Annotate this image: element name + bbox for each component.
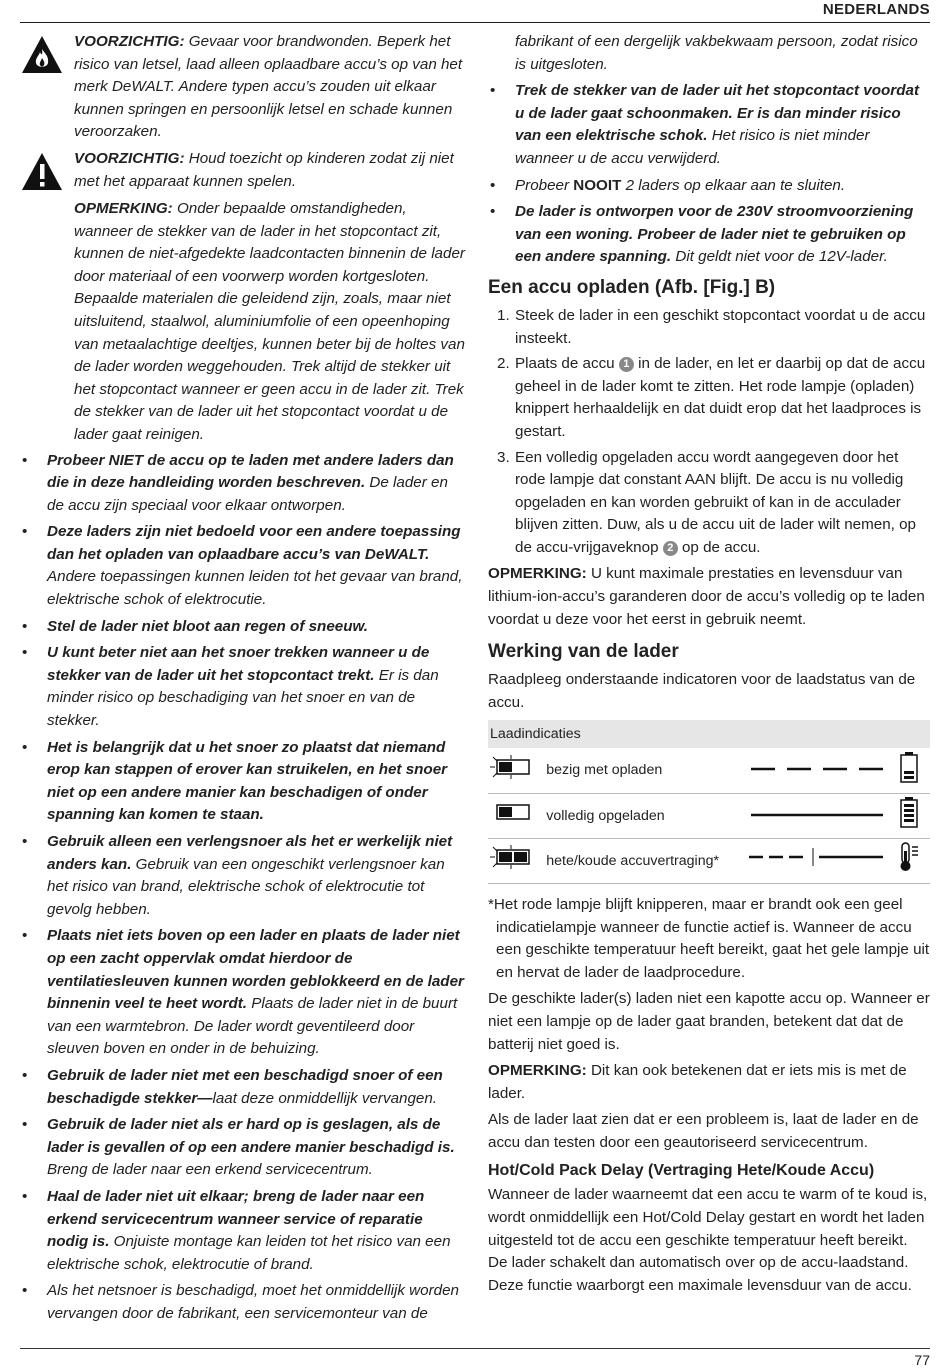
bullet-bold: U kunt beter niet aan het snoer trekken wanneer u de stekker van de lader uit het stopcontact trekt. [47,644,430,684]
bullet-bold: Het is belangrijk dat u het snoer zo plaatst dat niemand erop kan stappen of erover kan struikelen, en het snoer niet op een andere manier kan beschadigen of onder spanning kan komen te staan. [47,738,448,824]
charging-light-icon [489,752,533,782]
service-text: Als de lader laat zien dat er een probleem is, laat de lader en de accu dan testen door een geautoriseerd servicecentrum. [488,1111,919,1151]
footer-rule [20,1348,930,1349]
delay-light-icon [489,842,533,872]
list-item [20,925,465,1061]
note-label: OPMERKING: [74,199,173,217]
short-circuit-note [74,198,465,447]
lithium-note [488,563,930,631]
charge-indicator-table [488,720,930,884]
note-body: Onder bepaalde omstandigheden, wanneer de stekker van de lader in het stopcontact zit, kunnen de niet-afgedekte laadcontacten binnenin de lader door materiaal of een voorwerp worden kortgesloten. Bepaalde materialen die geleidend zijn, zoals, maar niet uitsluitend, staalwol, aluminiumfolie of een opeenhoping van metaalachtige deeltjes, kunnen beter bij de holtes van de lader worden weggehouden. Trek altijd de stekker uit het stopcontact wanneer er geen accu in de lader zit. Trek de stekker van de lader uit het stopcontact voordat u de lader gaat reinigen. [74,199,465,443]
step-number: 1. [497,306,510,324]
bullet-text: Dit geldt niet voor de 12V-lader. [671,248,888,266]
bullet-bold: De lader is ontworpen voor de 230V stroomvoorziening van een woning. Probeer de lader niet te gebruiken op een andere spanning. [515,203,914,266]
bullet-bold: Plaats niet iets boven op een lader en plaats de lader niet op een zacht oppervlak omdat hierdoor de ventilatiesleuven kunnen worden geblokkeerd en de lader binnenin veel te heet wordt. [47,927,464,1013]
table-row [488,748,930,793]
step-text: Steek de lader in een geschikt stopcontact voordat u de accu insteekt. [515,306,926,347]
callout-badge: 1 [619,357,634,372]
list-item [20,450,465,518]
blink-pattern-dashed-then-solid [747,847,887,867]
list-item [20,831,465,921]
bullet-text: Probeer [515,176,574,194]
warning-children-label: VOORZICHTIG: [74,149,185,167]
step-1 [488,305,930,350]
bullet-text: Breng de lader naar een erkend servicecentrum. [47,1161,373,1179]
indicator-label: hete/koude accuvertraging* [546,852,720,869]
safety-bullets [20,450,465,1326]
bullet-bold: Probeer NIET de accu op te laden met andere laders dan die in deze handleiding worden beschreven. [47,451,454,492]
bullet-text: De lader en de accu zijn speciaal voor elkaar ontworpen. [47,474,448,514]
list-item [488,175,930,198]
list-item [20,1114,465,1182]
blink-pattern-dashed [747,764,887,774]
indicator-label: bezig met opladen [546,762,663,779]
blink-pattern-solid [747,810,887,820]
bullet-bold: Gebruik de lader niet met een beschadigd snoer of een beschadigde stekker— [47,1066,443,1107]
bullet-text: Plaats de lader niet in de buurt van een warmtebron. De lader wordt geventileerd door sleuven boven en onder in de behuizing. [47,995,458,1058]
note-body: Dit kan ook betekenen dat er iets mis is met de lader. [488,1062,907,1102]
warning-burn-label: VOORZICHTIG: [74,33,185,50]
table-header-row [488,720,930,748]
warning-burn [20,31,465,144]
language-label: NEDERLANDS [822,1,930,18]
section-heading-operation: Werking van de lader [488,641,679,663]
bullet-continuation: fabrikant of een dergelijk vakbekwaam persoon, zodat risico is uitgesloten. [515,33,918,73]
warning-children [20,148,465,194]
step-text: Plaats de accu [515,355,619,373]
delay-footnote: *Het rode lampje blijft knipperen, maar er brandt ook een geel indicatielampje wanneer de functie actief is. Wanneer de accu een geschikte temperatuur heeft bereikt, gaat het gele lampje uit en hervat de lader de laadprocedure. [488,895,930,981]
list-item [20,1280,465,1325]
list-item [20,642,465,732]
step-text: Een volledig opgeladen accu wordt aangegeven door het rode lampje dat constant AAN blijft. De accu is nu volledig opgeladen en kan worden gebruikt of kan in de acculader blijven zitten. Duw, als u de accu uit de lader wilt nemen, op de accu-vrijgaveknop [515,448,916,556]
table-row [488,793,930,838]
table-header: Laadindicaties [490,726,581,743]
bullet-text: laat deze onmiddellijk vervangen. [212,1089,438,1107]
list-item [20,737,465,827]
exclamation-warning-icon [20,150,64,194]
list-item [20,521,465,611]
bullet-text: Als het netsnoer is beschadigd, moet het onmiddellijk worden vervangen door de fabrikant, een servicemonteur van de [47,1282,459,1322]
list-item [20,1186,465,1276]
note-body: U kunt maximale prestaties en levensduur van lithium-ion-accu’s garanderen door de accu’s volledig op te laden voordat u deze voor het eerst in gebruik neemt. [488,565,925,628]
note-label: OPMERKING: [488,1062,587,1080]
callout-badge: 2 [663,541,678,556]
step-text: op de accu. [677,538,761,556]
list-item [20,1065,465,1110]
page-header [20,0,930,23]
operation-intro: Raadpleeg onderstaande indicatoren voor de laadstatus van de accu. [488,671,916,711]
list-item [488,80,930,170]
bullet-bold: Haal de lader niet uit elkaar; breng de lader naar een erkend servicecentrum wanneer service of reparatie nodig is. [47,1187,425,1251]
bullet-bold: NOOIT [573,176,622,194]
battery-charging-icon [899,751,919,783]
delay-text: Wanneer de lader waarneemt dat een accu te warm of te koud is, wordt onmiddellijk een Hot/Cold Delay gestart en wordt het laden uitgesteld tot de accu een geschikte temperatuur heeft bereikt. De lader schakelt dan automatisch over op de accu-laadstand. Deze functie waarborgt een maximale levensduur van de accu. [488,1186,928,1294]
bullet-text: Andere toepassingen kunnen leiden tot het gevaar van brand, elektrische schok of elektrocutie. [47,568,463,609]
note-label: OPMERKING: [488,565,587,583]
bullet-text: Gebruik van een ongeschikt verlengsnoer kan het risico van brand, elektrische schok of elektrocutie tot gevolg hebben. [47,855,445,918]
bullet-text: Onjuiste montage kan leiden tot het risico van een elektrische schok, elektrocutie of brand. [47,1233,451,1273]
step-3 [488,447,930,560]
warning-children-text [74,148,465,193]
bullet-text: 2 laders op elkaar aan te sluiten. [621,176,846,194]
list-item [20,616,465,639]
indicator-label: volledig opgeladen [546,807,665,824]
fire-warning-icon [20,33,64,77]
step-number: 2. [497,355,510,373]
bullet-bold: Deze laders zijn niet bedoeld voor een andere toepassing dan het opladen van oplaadbare accu’s van DeWALT. [47,523,461,563]
charger-note [488,1060,930,1105]
warning-burn-body: Gevaar voor brandwonden. Beperk het risico van letsel, laad alleen oplaadbare accu’s op van het merk DeWALT. Andere typen accu’s zouden uit elkaar kunnen springen en persoonlijk letsel en schade kunnen veroorzaken. [74,33,463,141]
warning-burn-text [74,31,465,144]
battery-full-icon [899,796,919,828]
bullet-text: Het risico is niet minder wanneer u de accu verwijderd. [515,127,870,167]
table-row [488,838,930,883]
thermometer-icon [897,841,921,873]
page-number: 77 [914,1352,930,1368]
bullet-bold: Gebruik alleen een verlengsnoer als het er werkelijk niet anders kan. [47,833,453,873]
bullet-text: Er is dan minder risico op beschadiging van het snoer en van de stekker. [47,666,439,730]
step-text: in de lader, en let er daarbij op dat de accu geheel in de lader komt te zitten. Het rode lampje (opladen) knippert herhaaldelijk en dat duidt erop dat het laadproces is gestart. [515,355,926,440]
left-column [20,31,465,1325]
section-heading-charging: Een accu opladen (Afb. [Fig.] B) [488,276,776,298]
right-column [488,31,930,1297]
section-heading-delay: Hot/Cold Pack Delay (Vertraging Hete/Koude Accu) [488,1162,875,1180]
defective-battery-text: De geschikte lader(s) laden niet een kapotte accu op. Wanneer er niet een lampje op de lader gaat branden, betekent dat dat de batterij niet goed is. [488,990,930,1053]
bullet-bold: Gebruik de lader niet als er hard op is geslagen, als de lader is gevallen of op een andere manier beschadigd is. [47,1116,455,1156]
bullet-bold: Stel de lader niet bloot aan regen of sneeuw. [47,617,368,635]
charged-light-icon [489,797,533,827]
list-item [488,201,930,269]
step-2 [488,353,930,443]
bullet-bold: Trek de stekker van de lader uit het stopcontact voordat u de lader gaat schoonmaken. Er is dan minder risico van een elektrische schok. [515,82,919,145]
step-number: 3. [497,448,510,466]
warning-children-body: Houd toezicht op kinderen zodat zij niet met het apparaat kunnen spelen. [74,149,454,190]
